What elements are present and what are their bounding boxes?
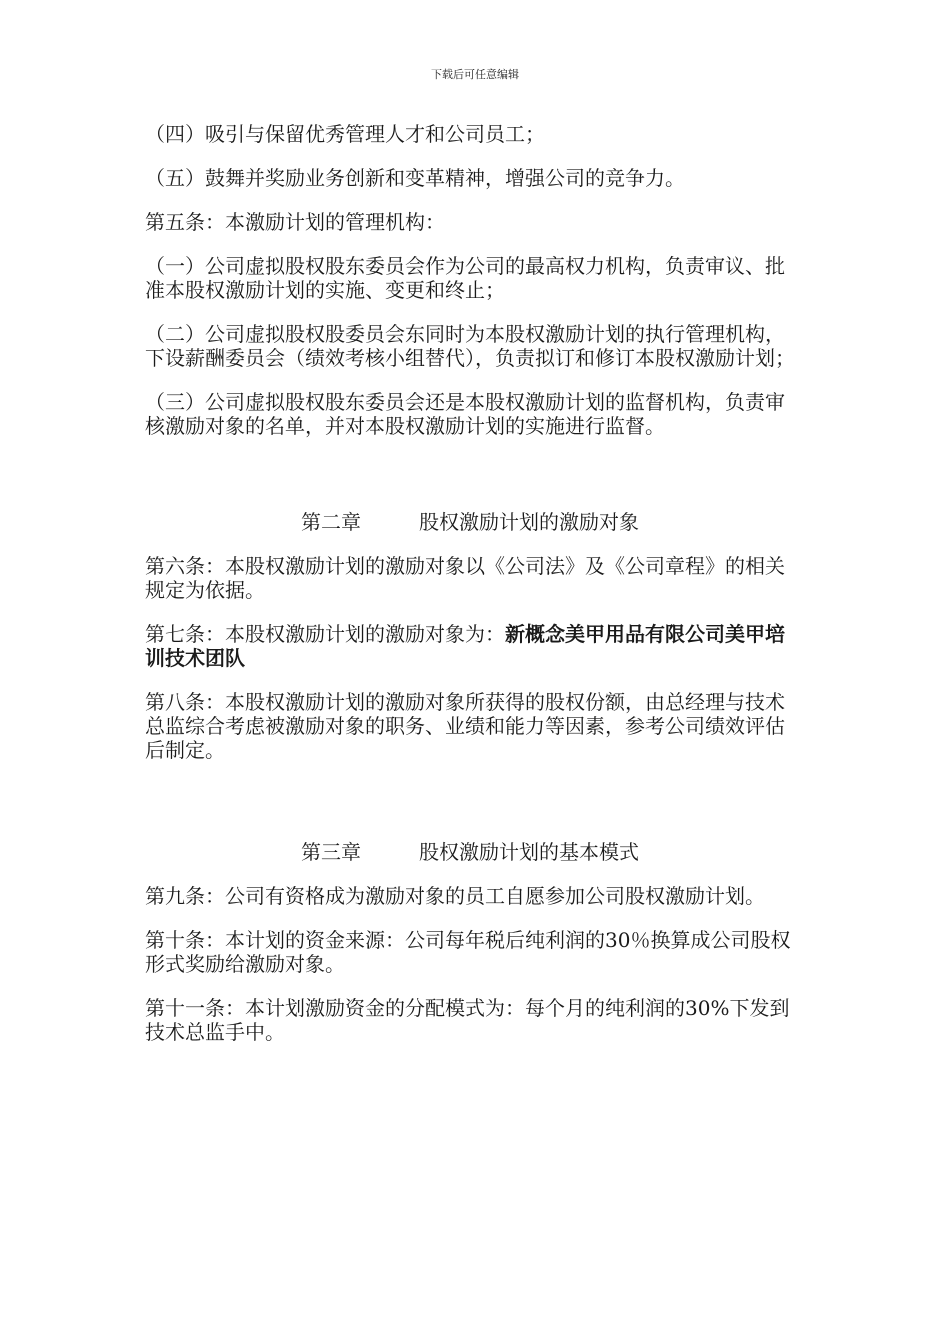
article-5-heading: 第五条：本激励计划的管理机构：	[145, 210, 445, 234]
chapter-3-heading	[145, 840, 795, 864]
article-5-item-3: （三）公司虚拟股权股东委员会还是本股权激励计划的监督机构，负责审核激励对象的名单，并对本股权激励计划的实施进行监督。	[145, 390, 785, 438]
article-9: 第九条：公司有资格成为激励对象的员工自愿参加公司股权激励计划。	[145, 884, 765, 908]
article-11: 第十一条：本计划激励资金的分配模式为：每个月的纯利润的30%下发到技术总监手中。	[145, 996, 790, 1044]
chapter-2-number: 第二章	[301, 510, 361, 534]
page-header-note: 下载后可任意编辑	[431, 68, 519, 81]
article-5-item-2: （二）公司虚拟股权股委员会东同时为本股权激励计划的执行管理机构，下设薪酬委员会（绩效考核小组替代），负责拟订和修订本股权激励计划；	[145, 322, 795, 370]
article-7-bold-target: 新概念美甲用品有限公司美甲培训技术团队	[145, 622, 785, 670]
article-8: 第八条：本股权激励计划的激励对象所获得的股权份额，由总经理与技术总监综合考虑被激励对象的职务、业绩和能力等因素，参考公司绩效评估后制定。	[145, 690, 785, 762]
chapter-2-title: 股权激励计划的激励对象	[419, 510, 639, 534]
chapter-3-title: 股权激励计划的基本模式	[419, 840, 639, 864]
article-10: 第十条：本计划的资金来源：公司每年税后纯利润的30％换算成公司股权形式奖励给激励对象。	[145, 928, 791, 976]
article-7-text: 第七条：本股权激励计划的激励对象为：	[145, 622, 505, 646]
article-7	[145, 622, 795, 670]
chapter-3-number: 第三章	[301, 840, 361, 864]
paragraph-purpose-5: （五）鼓舞并奖励业务创新和变革精神，增强公司的竞争力。	[145, 166, 685, 190]
document-body	[145, 122, 795, 1064]
paragraph-purpose-4: （四）吸引与保留优秀管理人才和公司员工；	[145, 122, 545, 146]
chapter-2-heading	[145, 510, 795, 534]
article-5-item-1: （一）公司虚拟股权股东委员会作为公司的最高权力机构，负责审议、批准本股权激励计划的实施、变更和终止；	[145, 254, 785, 302]
article-6: 第六条：本股权激励计划的激励对象以《公司法》及《公司章程》的相关规定为依据。	[145, 554, 785, 602]
